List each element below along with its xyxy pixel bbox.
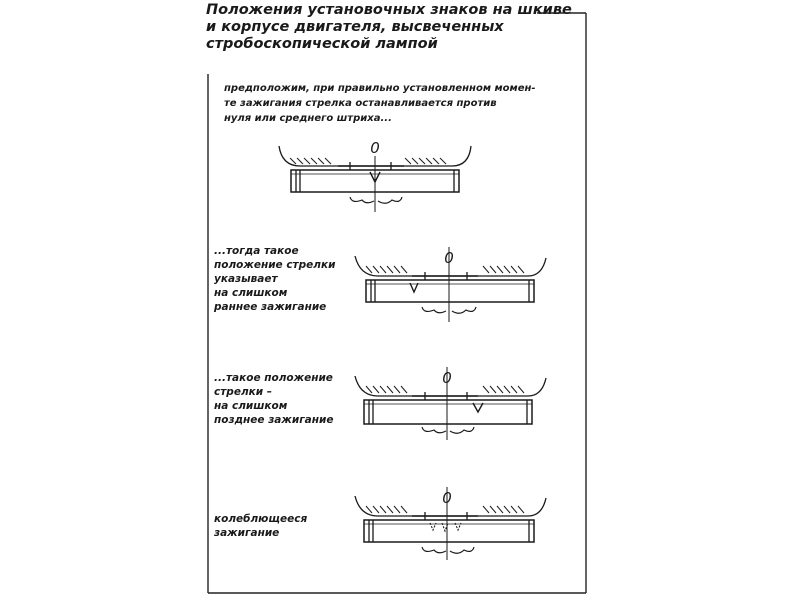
housing-hatching (366, 386, 524, 393)
housing-hatching (366, 506, 524, 513)
caption-line: ...такое положение (214, 372, 333, 384)
zero-mark-label: 0 (370, 139, 380, 157)
caption-line: ...тогда такое (214, 245, 299, 257)
pulley (364, 520, 534, 542)
caption-line: зажигание (214, 527, 280, 539)
pulley (366, 280, 534, 302)
caption-line: указывает (214, 273, 278, 285)
caption-line: те зажигания стрелка останавливается против (224, 98, 497, 109)
zero-mark-label: 0 (444, 249, 454, 267)
caption-line: на слишком (214, 287, 288, 299)
caption-line: положение стрелки (214, 259, 336, 271)
zero-mark-label: 0 (442, 489, 452, 507)
title-line-3: стробоскопической лампой (206, 36, 438, 52)
caption-line: позднее зажигание (214, 414, 334, 426)
caption-line: раннее зажигание (214, 301, 327, 313)
frame (208, 13, 586, 593)
caption-line: нуля или среднего штриха... (224, 113, 392, 124)
title-line-2: и корпусе двигателя, высвеченных (206, 19, 504, 35)
title-line-1: Положения установочных знаков на шкиве (206, 2, 572, 18)
housing-hatching (366, 266, 524, 273)
caption-line: колеблющееся (214, 513, 308, 525)
housing-hatching (290, 158, 446, 164)
zero-mark-label: 0 (442, 369, 452, 387)
caption-line: предположим, при правильно установленном момен- (224, 83, 536, 94)
caption-line: стрелки – (214, 386, 273, 398)
caption-line: на слишком (214, 400, 288, 412)
